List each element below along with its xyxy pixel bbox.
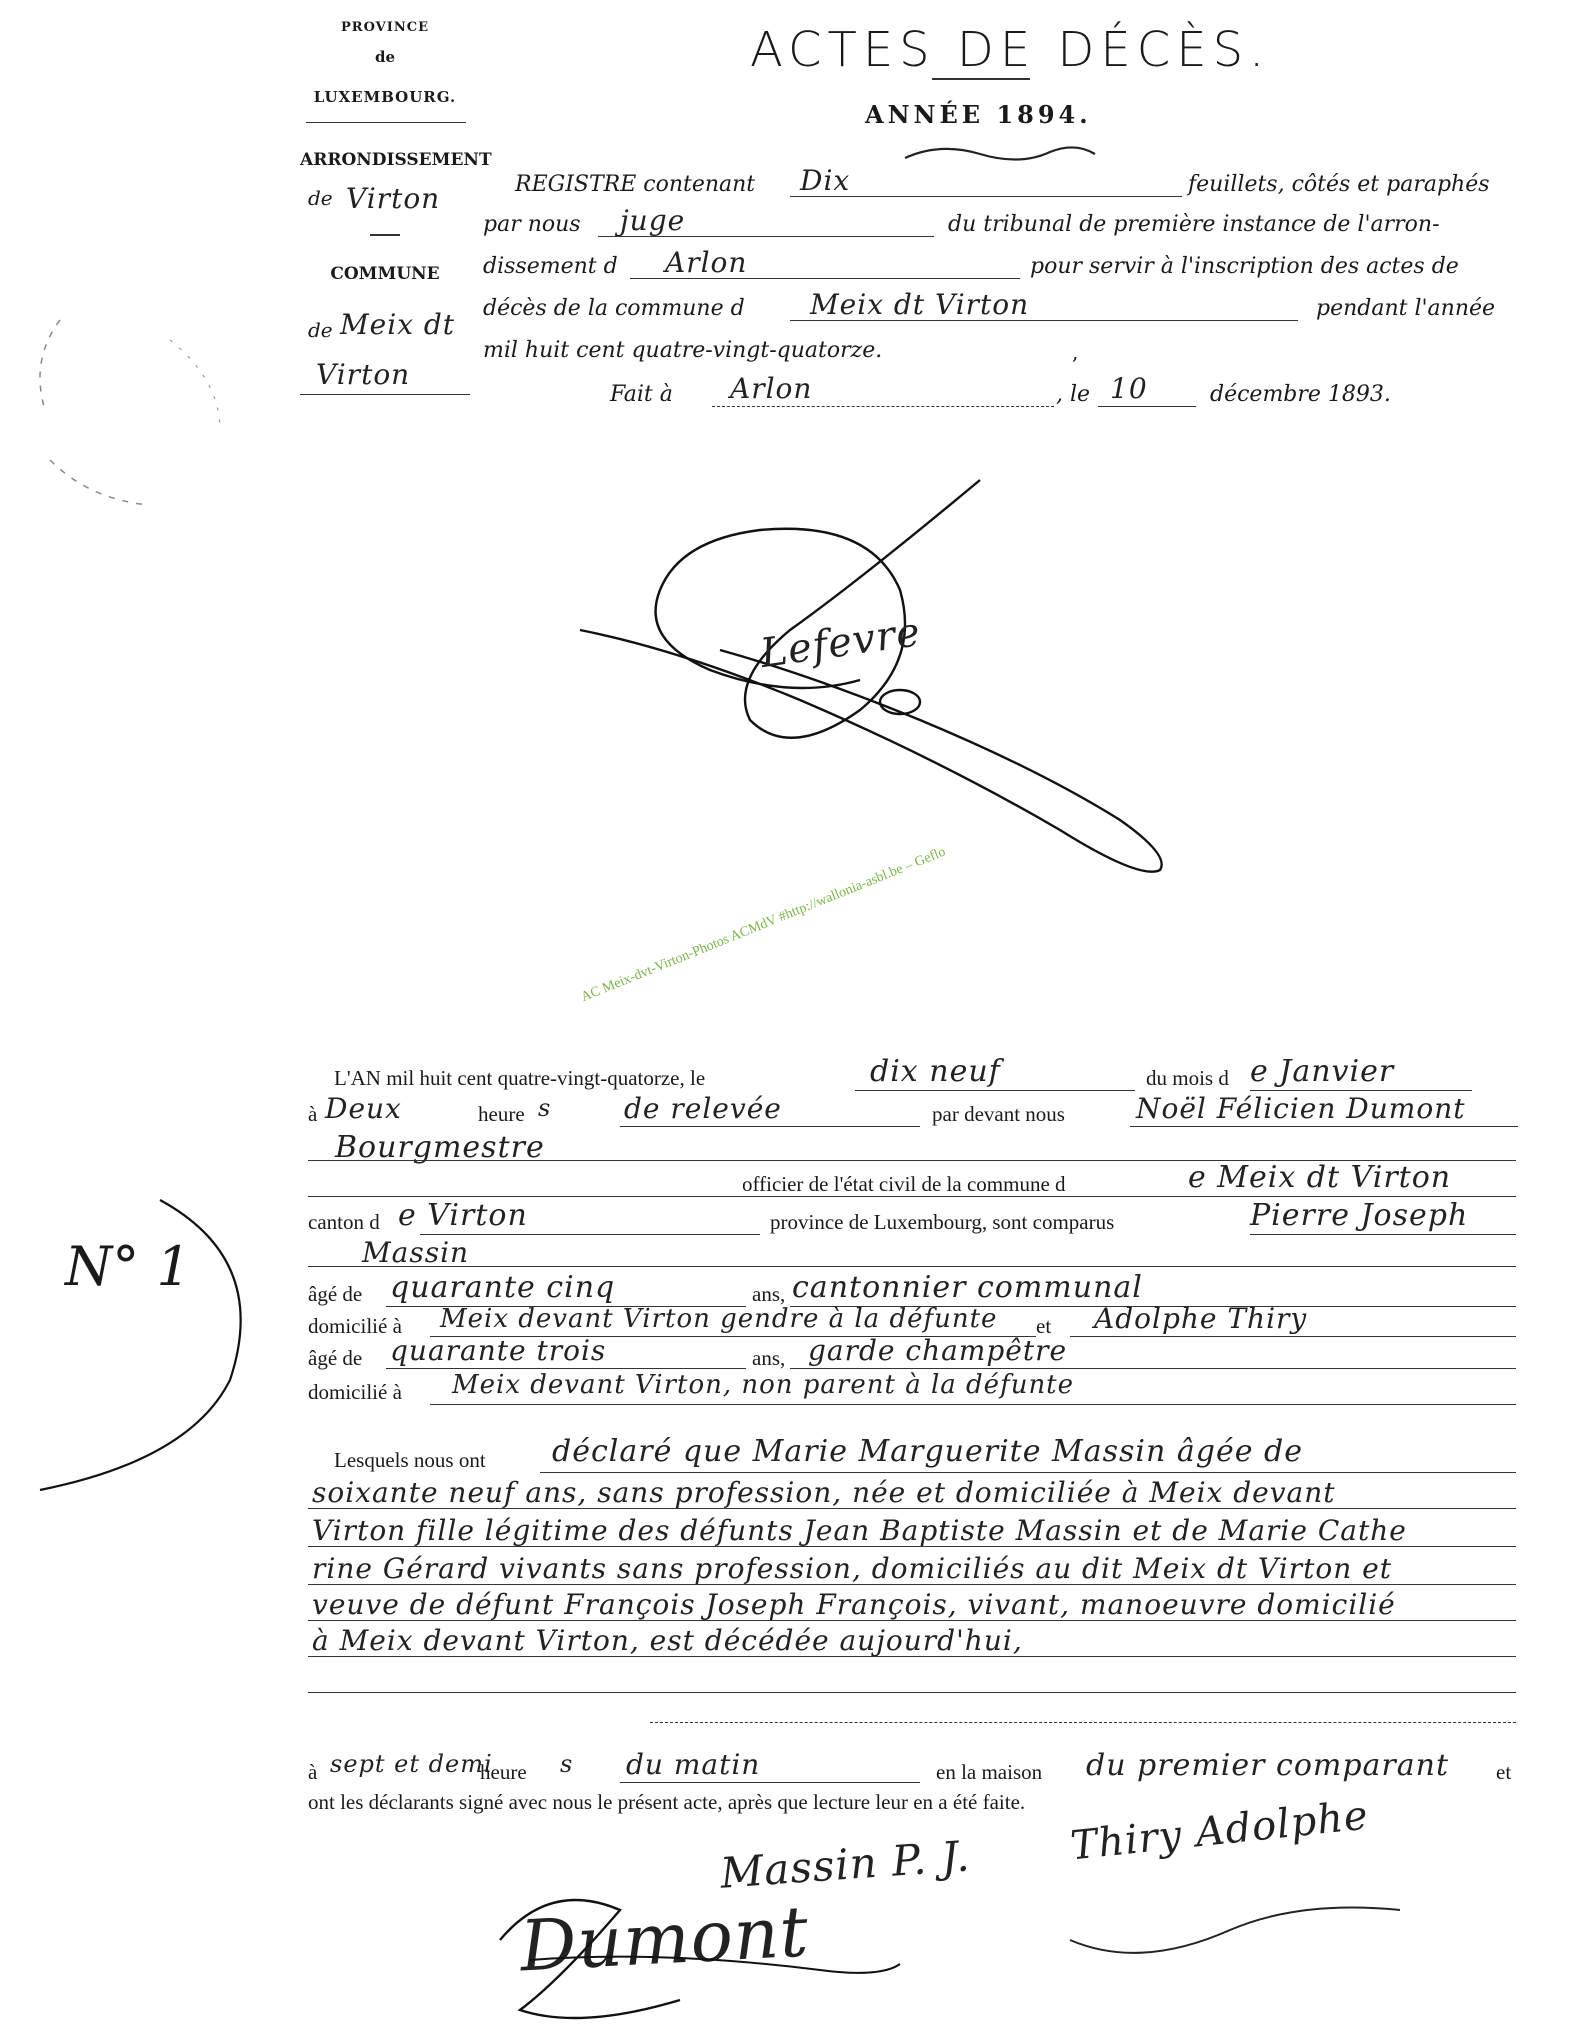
fait-a-place: Arlon <box>730 372 813 405</box>
fait-le-label: , le <box>1056 382 1091 407</box>
register-line3-b: pour servir à l'inscription des actes de <box>1030 254 1459 279</box>
act-l6-hand: Massin <box>362 1236 470 1269</box>
act-l13-rule <box>308 1546 1516 1547</box>
act-l11-rule <box>540 1472 1516 1473</box>
signature-thiry-flourish <box>1060 1880 1420 1970</box>
province-de: de <box>374 48 396 66</box>
act-l18-d: et <box>1496 1760 1512 1784</box>
act-l18-c: en la maison <box>936 1760 1043 1784</box>
register-line1-hand: Dix <box>800 164 851 197</box>
act-l8-rule2 <box>1070 1336 1516 1337</box>
act-l5-rule2 <box>1250 1234 1516 1235</box>
act-l12-rule <box>308 1508 1516 1509</box>
act-l8-a: domicilié à <box>308 1314 402 1338</box>
register-line2-rule <box>598 236 934 237</box>
act-l2-hand3: de relevée <box>624 1092 782 1125</box>
act-l15-rule <box>308 1620 1516 1621</box>
register-line4-rule <box>790 320 1298 321</box>
register-line4-hand: Meix dt Virton <box>810 288 1030 321</box>
act-l18-hand3: du matin <box>626 1748 761 1781</box>
act-l6-rule <box>308 1266 1516 1267</box>
act-l10-a: domicilié à <box>308 1380 402 1404</box>
act-l15-hand: veuve de défunt François Joseph François, vivant, manoeuvre domicilié <box>312 1588 1396 1621</box>
act-l9-rule <box>386 1368 746 1369</box>
commune-label: COMMUNE <box>330 264 440 284</box>
register-line3-a: dissement d <box>483 254 618 279</box>
province-name: LUXEMBOURG. <box>313 88 457 106</box>
act-l16-hand: à Meix devant Virton, est décédée aujourd'hui, <box>312 1624 1023 1657</box>
act-l2-rule <box>620 1126 920 1127</box>
title-flourish <box>900 140 1100 170</box>
arrondissement-divider <box>370 234 400 236</box>
commune-de: de <box>308 318 333 342</box>
document-title: ACTES DE DÉCÈS. <box>750 22 1271 78</box>
act-l19: ont les déclarants signé avec nous le présent acte, après que lecture leur en a été faite. <box>308 1790 1026 1814</box>
judge-signature-flourish <box>560 470 1200 900</box>
act-l5-hand: e Virton <box>398 1198 528 1233</box>
act-l1-hand: dix neuf <box>870 1054 1001 1089</box>
act-l2-c: par devant nous <box>932 1102 1065 1126</box>
act-l10-rule <box>430 1404 1516 1405</box>
act-l2-b: heure <box>478 1102 525 1126</box>
commune-name-2: Virton <box>316 358 411 391</box>
act-l9-b: ans, <box>752 1346 786 1370</box>
signature-mayor: Dumont <box>518 1890 811 1988</box>
act-l14-hand: rine Gérard vivants sans profession, domiciliés au dit Meix dt Virton et <box>312 1552 1392 1585</box>
act-l4-rule <box>308 1196 732 1197</box>
province-label: PROVINCE <box>341 20 429 35</box>
act-l2-rule2 <box>1130 1126 1518 1127</box>
act-l9-hand2: garde champêtre <box>808 1334 1068 1367</box>
stamp-mark <box>20 300 250 520</box>
act-l9-hand: quarante trois <box>390 1334 607 1367</box>
act-l8-b: et <box>1036 1314 1052 1338</box>
fait-a-label: Fait à <box>610 382 673 407</box>
register-line4-a: décès de la commune d <box>483 296 745 321</box>
act-l18-a: à <box>308 1760 318 1784</box>
act-l11-a: Lesquels nous ont <box>334 1448 486 1472</box>
register-line4-b: pendant l'année <box>1316 296 1496 321</box>
act-l18-rule <box>620 1782 920 1783</box>
arrondissement-de: de <box>308 186 333 210</box>
act-l1-a: L'AN mil huit cent quatre-vingt-quatorze, le <box>334 1066 706 1090</box>
province-divider <box>306 122 466 123</box>
act-l9-rule2 <box>790 1368 1516 1369</box>
act-l11-hand: déclaré que Marie Marguerite Massin âgée de <box>552 1434 1303 1469</box>
act-l4-hand: e Meix dt Virton <box>1188 1160 1452 1195</box>
register-line1-b: feuillets, côtés et paraphés <box>1188 172 1490 197</box>
signature-massin: Massin P. J. <box>718 1831 972 1898</box>
register-line3-rule <box>630 278 1020 279</box>
register-line3-hand: Arlon <box>665 246 748 279</box>
act-l18-hand: sept et demi <box>330 1750 493 1778</box>
act-l18-hand2: s <box>560 1750 574 1778</box>
act-l8-hand: Meix devant Virton gendre à la défunte <box>440 1304 998 1334</box>
act-l1-hand2: e Janvier <box>1250 1054 1395 1089</box>
register-line5-tick: , <box>1072 340 1079 364</box>
register-line1-a: REGISTRE contenant <box>515 172 756 197</box>
act-l8-hand2: Adolphe Thiry <box>1094 1302 1308 1335</box>
act-l7-hand: quarante cinq <box>390 1270 616 1305</box>
fait-date-end: décembre 1893. <box>1210 382 1391 407</box>
act-l7-a: âgé de <box>308 1282 363 1306</box>
act-number: N° 1 <box>65 1235 191 1298</box>
act-l3-hand: Bourgmestre <box>335 1130 545 1165</box>
act-l17b-rule <box>650 1722 1516 1723</box>
act-l7-b: ans, <box>752 1282 786 1306</box>
act-l13-hand: Virton fille légitime des défunts Jean Baptiste Massin et de Marie Cathe <box>312 1514 1407 1547</box>
arrondissement-name: Virton <box>346 182 441 215</box>
act-l5-b: province de Luxembourg, sont comparus <box>770 1210 1115 1234</box>
act-l14-rule <box>308 1584 1516 1585</box>
act-l18-b: heure <box>480 1760 527 1784</box>
act-l5-rule <box>420 1234 760 1235</box>
register-line2-b: du tribunal de première instance de l'arron- <box>948 212 1440 237</box>
fait-day: 10 <box>1110 372 1148 405</box>
commune-underline <box>300 394 470 395</box>
act-number-bracket <box>0 1180 250 1500</box>
watermark-text: AC Meix-dvt-Virton-Photos ACMdV #http://wallonia-asbl.be – Geflo <box>579 844 948 1006</box>
fait-a-rule <box>712 406 1054 407</box>
act-l5-a: canton d <box>308 1210 380 1234</box>
act-l9-a: âgé de <box>308 1346 363 1370</box>
act-l12-hand: soixante neuf ans, sans profession, née et domiciliée à Meix devant <box>312 1476 1336 1509</box>
fait-day-rule <box>1098 406 1196 407</box>
commune-name-1: Meix dt <box>340 308 456 341</box>
signature-thiry: Thiry Adolphe <box>1068 1792 1371 1870</box>
act-l2-a: à <box>308 1102 318 1126</box>
judge-signature: Lefevre <box>757 609 924 677</box>
register-line5: mil huit cent quatre-vingt-quatorze. <box>483 338 883 363</box>
act-l2-hand: Deux <box>325 1092 402 1125</box>
document-year: ANNÉE 1894. <box>865 100 1092 129</box>
act-l16-rule <box>308 1656 1516 1657</box>
register-line1-rule <box>790 196 1182 197</box>
register-line2-a: par nous <box>483 212 581 237</box>
signature-mayor-flourish <box>460 1860 920 2040</box>
act-l2-hand4: Noël Félicien Dumont <box>1136 1092 1466 1125</box>
act-l5-hand2: Pierre Joseph <box>1250 1198 1469 1233</box>
act-l4-a: officier de l'état civil de la commune d <box>742 1172 1066 1196</box>
act-l17-rule <box>308 1692 1516 1693</box>
act-l10-hand: Meix devant Virton, non parent à la défunte <box>452 1370 1075 1400</box>
act-l7-hand2: cantonnier communal <box>792 1270 1143 1305</box>
arrondissement-label: ARRONDISSEMENT <box>300 150 492 170</box>
register-line2-hand: juge <box>620 204 686 237</box>
act-l18-hand4: du premier comparant <box>1086 1748 1450 1783</box>
act-l1-rule2 <box>1250 1090 1472 1091</box>
act-l1-b: du mois d <box>1146 1066 1229 1090</box>
act-l1-rule <box>855 1090 1135 1091</box>
title-underline <box>932 78 1030 80</box>
act-l2-hand2: s <box>538 1094 552 1122</box>
